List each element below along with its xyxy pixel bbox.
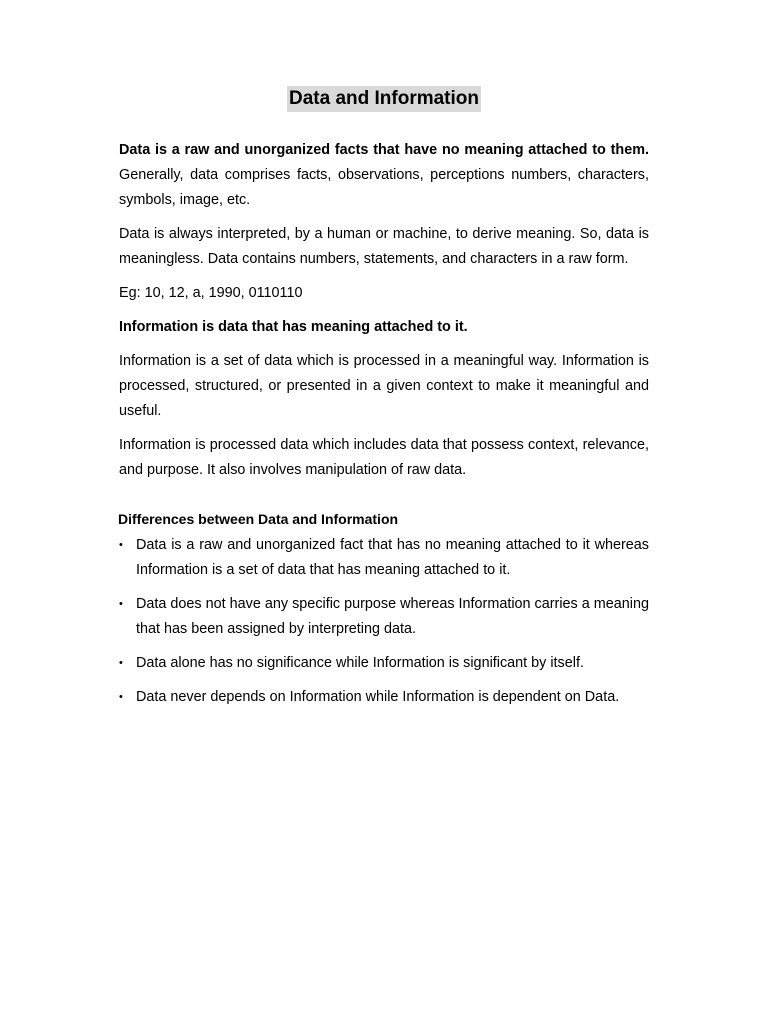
document-title: Data and Information — [287, 86, 481, 112]
bullet-icon: • — [119, 539, 123, 551]
list-item-text: Data never depends on Information while Information is dependent on Data. — [136, 689, 620, 705]
data-definition-bold: Data is a raw and unorganized facts that have no meaning attached to them. — [119, 142, 649, 158]
data-definition-rest: Generally, data comprises facts, observations, perceptions numbers, characters, symbols, image, etc. — [119, 167, 649, 208]
paragraph-data-definition — [119, 138, 649, 213]
list-item — [119, 651, 649, 676]
paragraph-information-context: Information is processed data which includes data that possess context, relevance, and purpose. It also involves manipulation of raw data. — [119, 437, 649, 478]
bullet-icon: • — [119, 691, 123, 703]
paragraph-data-interpretation: Data is always interpreted, by a human or machine, to derive meaning. So, data is meaningless. Data contains numbers, statements, and characters in a raw form. — [119, 226, 649, 267]
differences-heading: Differences between Data and Information — [118, 511, 399, 527]
bullet-icon: • — [119, 598, 123, 610]
title-container — [119, 86, 649, 112]
bullet-icon: • — [119, 657, 123, 669]
paragraph-information-processed: Information is a set of data which is processed in a meaningful way. Information is processed, structured, or presented in a given context to make it meaningful and useful. — [119, 353, 649, 419]
paragraph-data-example: Eg: 10, 12, a, 1990, 0110110 — [119, 285, 303, 301]
list-item-text: Data alone has no significance while Information is significant by itself. — [136, 655, 584, 671]
list-item — [119, 533, 649, 583]
list-item-text: Data does not have any specific purpose whereas Information carries a meaning that has been assigned by interpreting data. — [136, 596, 649, 637]
list-item — [119, 685, 649, 710]
paragraph-information-definition: Information is data that has meaning attached to it. — [119, 319, 468, 335]
list-item-text: Data is a raw and unorganized fact that has no meaning attached to it whereas Information is a set of data that has meaning attached to it. — [136, 537, 649, 578]
differences-list — [119, 533, 649, 710]
list-item — [119, 592, 649, 642]
